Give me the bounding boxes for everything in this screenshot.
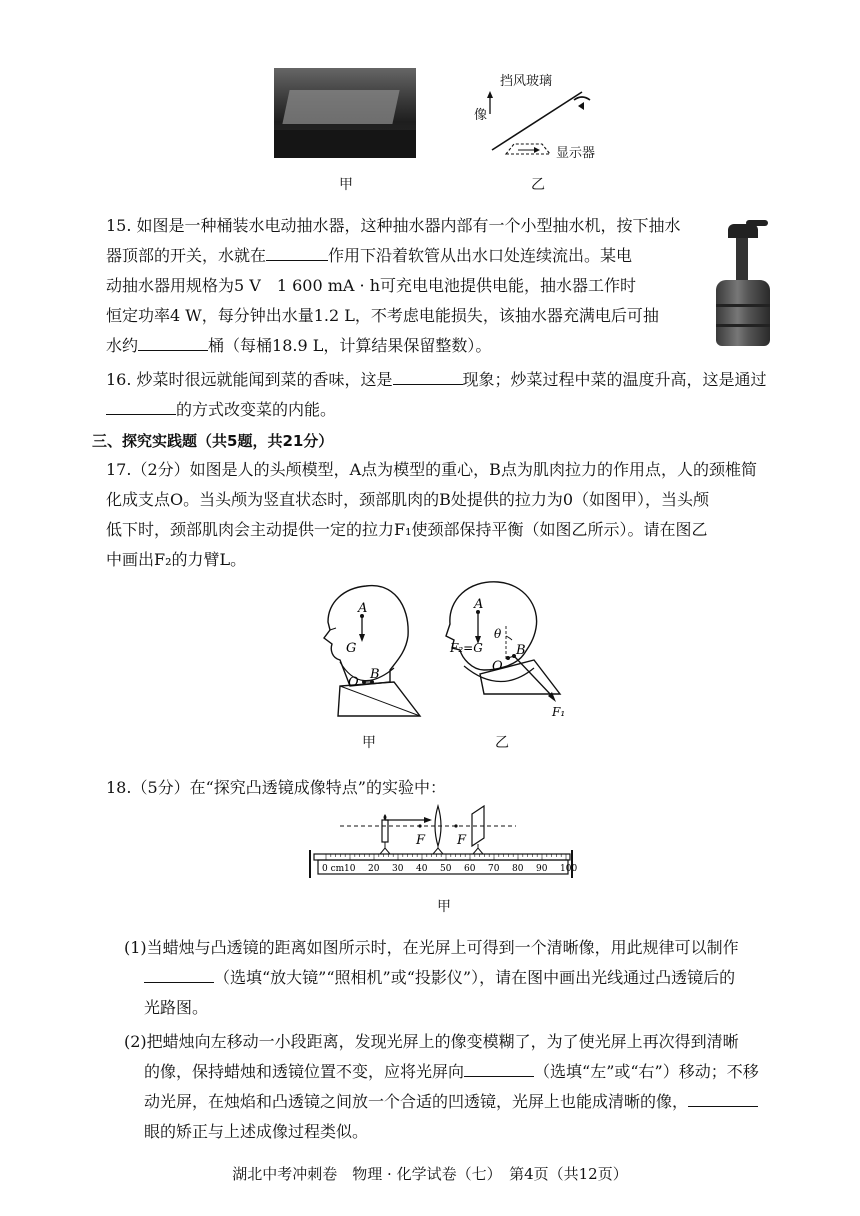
focus-label-right: F xyxy=(457,833,467,848)
q15-text-5b: 桶（每桶18.9 L，计算结果保留整数）。 xyxy=(208,336,492,355)
answer-blank[interactable] xyxy=(393,370,463,385)
label-B: B xyxy=(516,643,526,658)
focus-label-left: F xyxy=(416,833,426,848)
water-pump-image xyxy=(710,218,774,348)
label-F1: F₁ xyxy=(552,705,566,718)
q15-text-2b: 作用下沿着软管从出水口处连续流出。某电 xyxy=(328,246,633,265)
label-theta: θ xyxy=(494,627,502,641)
q18-p2-line-2 xyxy=(144,1060,759,1084)
q18-p2-line-4: 眼的矫正与上述成像过程类似。 xyxy=(144,1122,369,1141)
ruler-tick-label: 10 xyxy=(344,864,356,874)
head-model-figure-yi xyxy=(436,578,586,718)
q18-p1-text-2b: （选填“放大镜”“照相机”或“投影仪”），请在图中画出光线通过凸透镜后的 xyxy=(214,968,736,987)
answer-blank[interactable] xyxy=(144,968,214,983)
q16-line-1 xyxy=(106,368,767,392)
top-caption-left: 甲 xyxy=(339,177,353,193)
ruler-tick-label: 20 xyxy=(368,864,380,874)
answer-blank[interactable] xyxy=(138,336,208,351)
label-O: O xyxy=(492,659,503,674)
ruler-tick-label: 30 xyxy=(392,864,404,874)
ruler-tick-label: 80 xyxy=(512,864,524,874)
q17-caption-left: 甲 xyxy=(362,735,376,751)
ruler-tick-label: 90 xyxy=(536,864,548,874)
q18-p2-text-2a: 的像，保持蜡烛和透镜位置不变，应将光屏向 xyxy=(144,1062,465,1081)
answer-blank[interactable] xyxy=(688,1092,758,1107)
q16-line-2 xyxy=(106,398,336,422)
q15-line-5 xyxy=(106,334,491,358)
ruler-ticks xyxy=(322,854,577,874)
display-label: 显示器 xyxy=(556,146,596,161)
label-G: G xyxy=(346,641,357,656)
q17-line-4: 中画出F₂的力臂L。 xyxy=(106,550,247,569)
q15-line-2 xyxy=(106,244,632,268)
image-label: 像 xyxy=(474,108,488,123)
q17-caption-right: 乙 xyxy=(495,735,509,751)
q18-p2-line-1: (2)把蜡烛向左移动一小段距离，发现光屏上的像变模糊了，为了使光屏上再次得到清晰 xyxy=(124,1032,739,1051)
q18-p1-line-3: 光路图。 xyxy=(144,998,209,1017)
label-O: O xyxy=(348,675,359,690)
label-A: A xyxy=(358,601,368,616)
optical-bench-figure xyxy=(306,800,584,884)
windshield-label: 挡风玻璃 xyxy=(500,74,553,89)
head-model-figure-jia xyxy=(310,578,430,718)
q15-text-2a: 器顶部的开关，水就在 xyxy=(106,246,267,265)
answer-blank[interactable] xyxy=(106,400,176,415)
ruler-tick-label: 50 xyxy=(440,864,452,874)
q18-p2-line-3 xyxy=(144,1090,758,1114)
answer-blank[interactable] xyxy=(266,246,328,261)
top-caption-right: 乙 xyxy=(531,177,545,193)
ruler-tick-label: 100 xyxy=(560,864,578,874)
q15-line-4: 恒定功率4 W，每分钟出水量1.2 L，不考虑电能损失，该抽水器充满电后可抽 xyxy=(106,306,659,325)
ruler-tick-label: 70 xyxy=(488,864,500,874)
q16-text-1b: 现象；炒菜过程中菜的温度升高，这是通过 xyxy=(462,370,767,389)
label-B: B xyxy=(370,667,380,682)
q15-line-3: 动抽水器用规格为5 V 1 600 mA · h可充电电池提供电能，抽水器工作时 xyxy=(106,276,637,295)
ruler-tick-label: 0 cm xyxy=(322,864,345,874)
section-heading: 三、探究实践题（共5题，共21分） xyxy=(92,432,334,450)
q16-text-2b: 的方式改变菜的内能。 xyxy=(176,400,337,419)
q18-p2-text-2b: （选填“左”或“右”）移动；不移 xyxy=(534,1062,759,1081)
q17-line-2: 化成支点O。当头颅为竖直状态时，颈部肌肉的B处提供的拉力为0（如图甲），当头颅 xyxy=(106,490,710,509)
page-footer: 湖北中考冲刺卷 物理 · 化学试卷（七） 第4页（共12页） xyxy=(232,1165,628,1183)
q16-text-1a: 16. 炒菜时很远就能闻到菜的香味，这是 xyxy=(106,370,393,389)
q17-line-1: 17.（2分）如图是人的头颅模型，A点为模型的重心，B点为肌肉拉力的作用点，人的颈椎简 xyxy=(106,460,757,479)
q18-p2-text-3a: 动光屏，在烛焰和凸透镜之间放一个合适的凹透镜，光屏上也能成清晰的像， xyxy=(144,1092,689,1111)
q17-line-3: 低下时，颈部肌肉会主动提供一定的拉力F₁使颈部保持平衡（如图乙所示）。请在图乙 xyxy=(106,520,708,539)
q15-text-5a: 水约 xyxy=(106,336,139,355)
q18-line-1: 18.（5分）在“探究凸透镜成像特点”的实验中： xyxy=(106,778,446,797)
q18-p1-line-1: (1)当蜡烛与凸透镜的距离如图所示时，在光屏上可得到一个清晰像，用此规律可以制作 xyxy=(124,938,739,957)
answer-blank[interactable] xyxy=(464,1062,534,1077)
label-F2G: F₂=G xyxy=(450,641,483,655)
q18-p1-line-2 xyxy=(144,966,735,990)
ruler-tick-label: 60 xyxy=(464,864,476,874)
label-A: A xyxy=(474,597,484,612)
ruler-tick-label: 40 xyxy=(416,864,428,874)
windshield-photo xyxy=(274,68,416,158)
q18-caption: 甲 xyxy=(437,899,451,915)
q15-line-1: 15. 如图是一种桶装水电动抽水器，这种抽水器内部有一个小型抽水机，按下抽水 xyxy=(106,216,681,235)
